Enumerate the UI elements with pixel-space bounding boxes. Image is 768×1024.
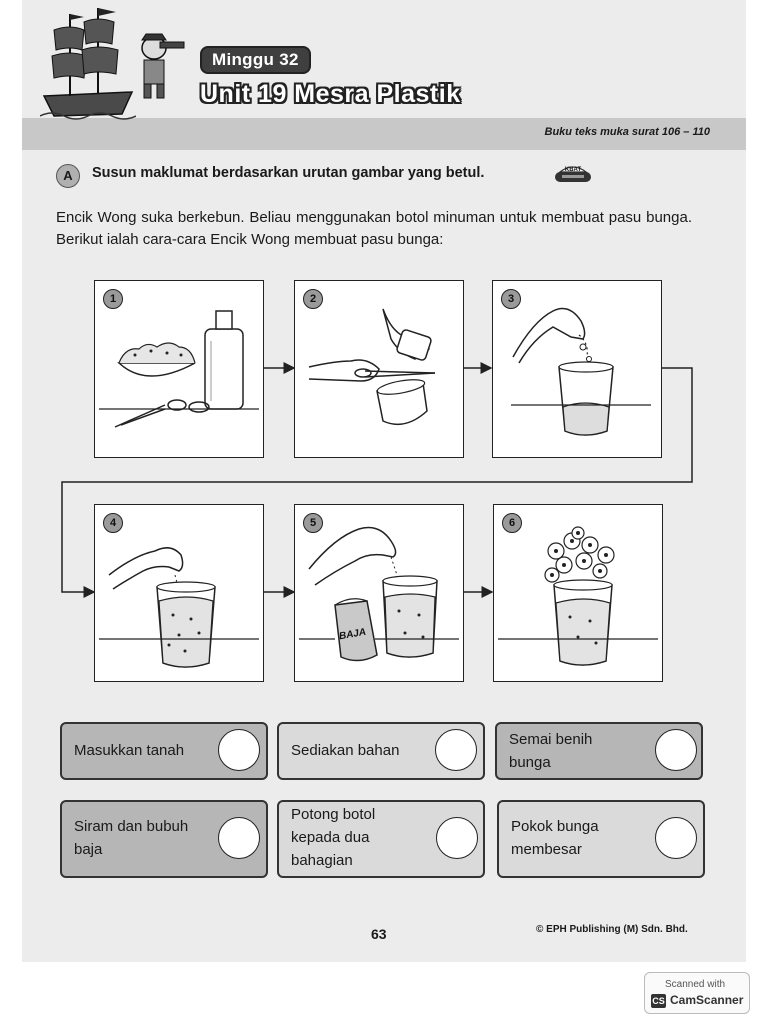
choice-text: Sediakan bahan [291,742,400,759]
copyright-notice: © EPH Publishing (M) Sdn. Bhd. [536,924,688,935]
adding-soil-illustration [95,505,263,681]
choice-text: Potong botol kepada dua bahagian [291,806,376,869]
cutting-bottle-illustration [295,281,463,457]
answer-circle[interactable] [436,817,478,859]
scanner-brand: CamScanner [670,993,744,1007]
section-letter-badge: A [56,164,80,188]
answer-circle[interactable] [435,729,477,771]
choice-masukkan-tanah [60,722,268,780]
scanner-caption: Scanned with [665,979,726,990]
answer-circle[interactable] [218,817,260,859]
choice-text: Pokok bunga membesar [511,818,599,858]
step-panel-1 [94,280,264,458]
pirate-cow-illustration [134,30,186,100]
section-instruction: Susun maklumat berdasarkan urutan gambar yang betul. [92,165,485,181]
step-number: 4 [103,513,123,533]
step-number: 2 [303,289,323,309]
camscanner-logo-icon: CS [652,996,665,1006]
camscanner-watermark [644,972,750,1014]
choice-sediakan-bahan [277,722,485,780]
kbat-badge-icon [554,162,592,184]
step-number: 6 [502,513,522,533]
choice-siram-dan-bubuh-baja [60,800,268,878]
choice-text: Semai benih bunga [509,731,593,771]
story-paragraph: Encik Wong suka berkebun. Beliau menggunakan botol minuman untuk membuat pasu bunga. Berikut ialah cara-cara Encik Wong membuat pasu bunga: [56,209,692,248]
step-panel-4 [94,504,264,682]
step-number: 3 [501,289,521,309]
watering-fertilizing-illustration [295,505,463,681]
week-label: Minggu 32 [200,46,311,74]
step-number: 1 [103,289,123,309]
unit-title: Unit 19 Mesra Plastik [200,80,461,108]
kbat-badge-text: KBAT [564,167,582,173]
fertilizer-bag-label: BAJA [338,626,367,643]
choice-text: Masukkan tanah [74,742,185,759]
sowing-seeds-illustration [493,281,661,457]
answer-circle[interactable] [218,729,260,771]
answer-circle[interactable] [655,817,697,859]
step-panel-6 [493,504,663,682]
choice-potong-botol [277,800,485,878]
textbook-reference: Buku teks muka surat 106 – 110 [544,126,710,138]
page-number: 63 [371,926,387,942]
choice-text: Siram dan bubuh baja [74,818,189,858]
step-panel-2 [294,280,464,458]
materials-illustration [95,281,263,457]
step-number: 5 [303,513,323,533]
pirate-ship-illustration [40,4,136,122]
step-panel-5 [294,504,464,682]
answer-circle[interactable] [655,729,697,771]
choice-pokok-bunga-membesar [497,800,705,878]
choice-semai-benih-bunga [495,722,703,780]
step-panel-3 [492,280,662,458]
flowering-plant-illustration [494,505,662,681]
